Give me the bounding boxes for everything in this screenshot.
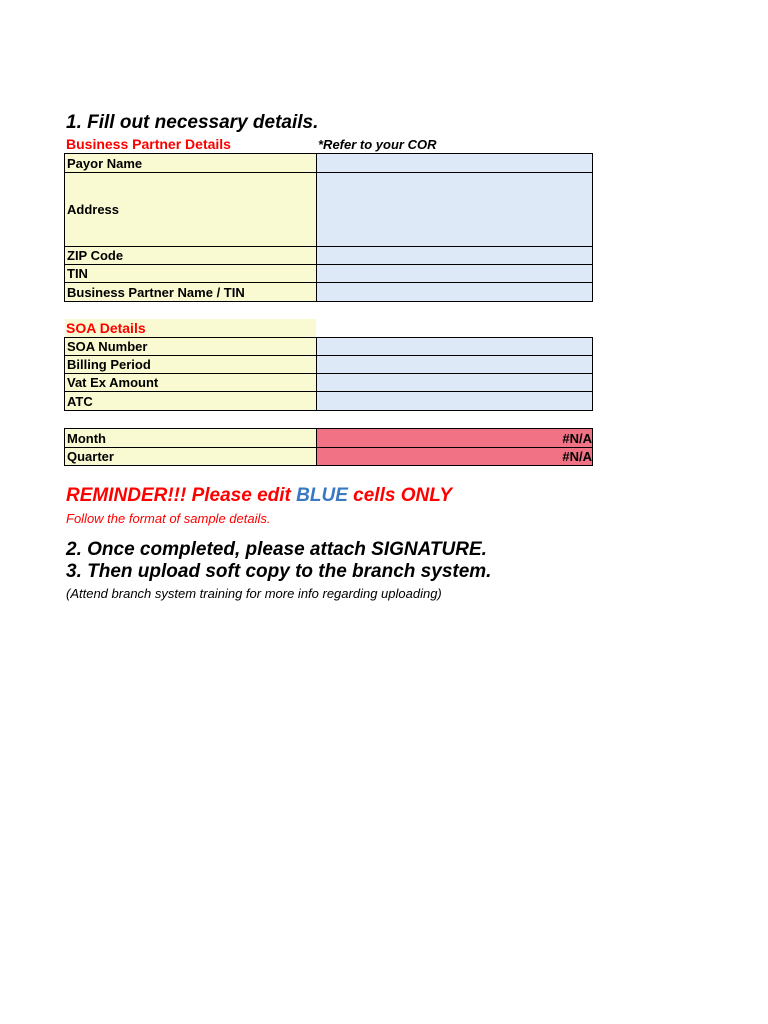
table-row bbox=[65, 374, 593, 392]
refer-cor-note: *Refer to your COR bbox=[318, 137, 437, 152]
tin-label: TIN bbox=[65, 265, 317, 283]
table-row bbox=[65, 429, 593, 448]
page-heading: 1. Fill out necessary details. bbox=[66, 112, 319, 133]
table-row bbox=[65, 338, 593, 356]
table-row bbox=[65, 356, 593, 374]
business-partner-name-tin-field[interactable] bbox=[317, 283, 593, 302]
zip-code-label: ZIP Code bbox=[65, 247, 317, 265]
table-row bbox=[65, 283, 593, 302]
zip-code-field[interactable] bbox=[317, 247, 593, 265]
business-partner-section-label: Business Partner Details bbox=[66, 136, 231, 152]
payor-name-label: Payor Name bbox=[65, 154, 317, 173]
step-3-instruction: 3. Then upload soft copy to the branch system. bbox=[66, 561, 492, 582]
reminder-prefix: REMINDER!!! Please edit bbox=[66, 485, 297, 506]
billing-period-label: Billing Period bbox=[65, 356, 317, 374]
soa-number-label: SOA Number bbox=[65, 338, 317, 356]
attend-training-note: (Attend branch system training for more info regarding uploading) bbox=[66, 586, 442, 601]
soa-number-field[interactable] bbox=[317, 338, 593, 356]
atc-label: ATC bbox=[65, 392, 317, 411]
atc-field[interactable] bbox=[317, 392, 593, 411]
business-partner-name-tin-label: Business Partner Name / TIN bbox=[65, 283, 317, 302]
follow-format-note: Follow the format of sample details. bbox=[66, 511, 271, 526]
quarter-label: Quarter bbox=[65, 448, 317, 466]
table-row bbox=[65, 247, 593, 265]
address-label: Address bbox=[65, 173, 317, 247]
billing-period-field[interactable] bbox=[317, 356, 593, 374]
address-field[interactable] bbox=[317, 173, 593, 247]
reminder-suffix: cells ONLY bbox=[347, 485, 453, 506]
business-partner-table bbox=[64, 153, 593, 302]
table-row bbox=[65, 173, 593, 247]
soa-section-label: SOA Details bbox=[66, 320, 146, 336]
payor-name-field[interactable] bbox=[317, 154, 593, 173]
reminder-blue-word: BLUE bbox=[296, 485, 348, 506]
step-2-instruction: 2. Once completed, please attach SIGNATURE. bbox=[66, 539, 487, 560]
reminder-text bbox=[66, 485, 452, 507]
vat-ex-amount-label: Vat Ex Amount bbox=[65, 374, 317, 392]
table-row bbox=[65, 265, 593, 283]
table-row bbox=[65, 448, 593, 466]
tin-field[interactable] bbox=[317, 265, 593, 283]
period-table bbox=[64, 428, 593, 466]
table-row bbox=[65, 154, 593, 173]
table-row bbox=[65, 392, 593, 411]
quarter-value: #N/A bbox=[317, 448, 593, 466]
vat-ex-amount-field[interactable] bbox=[317, 374, 593, 392]
soa-table bbox=[64, 337, 593, 411]
month-label: Month bbox=[65, 429, 317, 448]
month-value: #N/A bbox=[317, 429, 593, 448]
